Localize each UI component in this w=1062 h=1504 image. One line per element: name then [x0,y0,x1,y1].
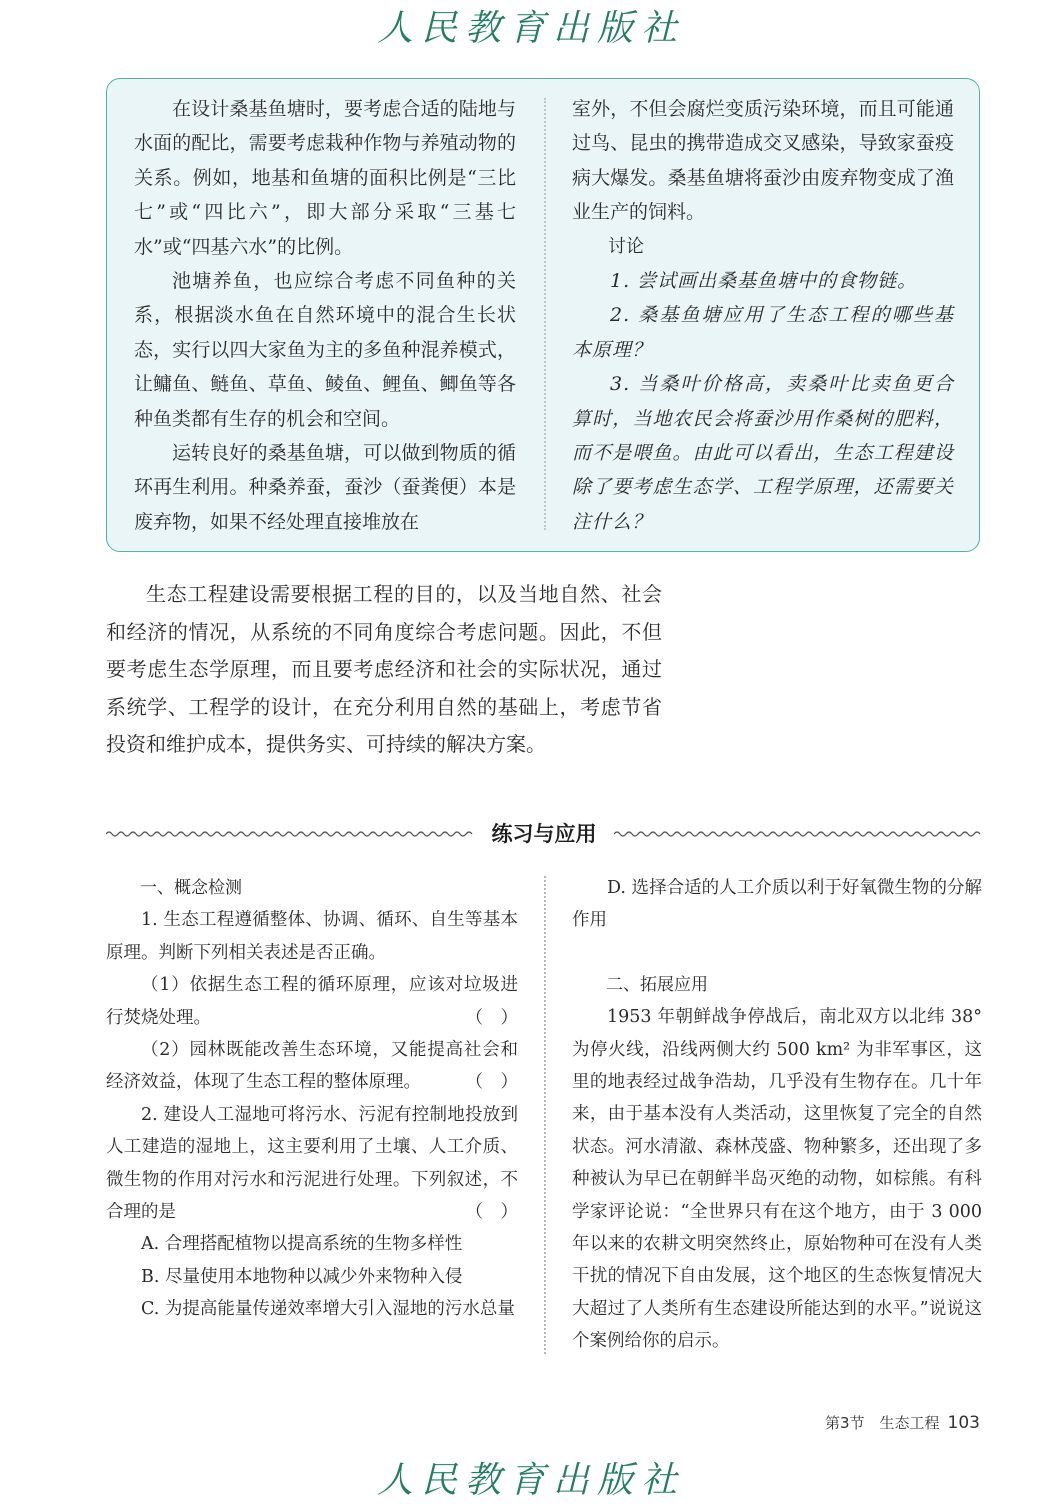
option-d: D. 选择合适的人工介质以利于好氧微生物的分解作用 [572,878,982,931]
page-footer [825,1412,980,1433]
case-left-column [134,92,516,539]
question-1-item-1: （1）依据生态工程的循环原理，应该对垃圾进行焚烧处理。 （ ） [106,969,518,1034]
answer-bracket: （ ） [465,1007,518,1028]
publisher-logo-top: 人民教育出版社 [376,8,685,49]
exercise-right-column [572,872,982,1358]
case-right-column [572,92,954,539]
page-number: 103 [947,1413,980,1433]
wavy-rule-left [106,829,474,839]
discussion-question-1: 1. 尝试画出桑基鱼塘中的食物链。 [610,270,918,293]
exercise-left-column [106,872,518,1326]
case-column-divider [544,98,546,530]
section-label: 第3节 生态工程 [825,1414,940,1432]
case-paragraph-3-continued: 室外，不但会腐烂变质污染环境，而且可能通过鸟、昆虫的携带造成交叉感染，导致家蚕疫病大爆发。桑基鱼塘将蚕沙由废弃物变成了渔业生产的饲料。 [572,98,954,224]
answer-bracket: （ ） [465,1202,518,1223]
main-paragraph: 生态工程建设需要根据工程的目的，以及当地自然、社会和经济的情况，从系统的不同角度综合考虑问题。因此，不但要考虑生态学原理，而且要考虑经济和社会的实际状况，通过系统学、工程学的设计，在充分利用自然的基础上，考虑节省投资和维护成本，提供务实、可持续的解决方案。 [106,582,662,757]
answer-bracket: （ ） [465,1072,518,1093]
extension-heading: 二、拓展应用 [606,974,708,995]
case-paragraph-1: 在设计桑基鱼塘时，要考虑合适的陆地与水面的配比，需要考虑栽种作物与养殖动物的关系。例如，地基和鱼塘的面积比例是“三比七”或“四比六”，即大部分采取“三基七水”或“四基六水”的比例。 [134,98,516,258]
spacer [572,937,982,969]
exercise-column-divider [544,876,546,1354]
wavy-rule-right [614,829,982,839]
option-a: A. 合理搭配植物以提高系统的生物多样性 [141,1234,463,1255]
question-1-item-2: （2）园林既能改善生态环境，又能提高社会和经济效益，体现了生态工程的整体原理。 （ ） [106,1034,518,1099]
case-paragraph-2: 池塘养鱼，也应综合考虑不同鱼种的关系，根据淡水鱼在自然环境中的混合生长状态，实行以四大家鱼为主的多鱼种混养模式，让鳙鱼、鲢鱼、草鱼、鲮鱼、鲤鱼、鲫鱼等各种鱼类都有生存的机会和空间。 [134,270,516,430]
discussion-question-2: 2. 桑基鱼塘应用了生态工程的哪些基本原理？ [572,304,954,361]
discussion-title: 讨论 [608,235,644,257]
main-body-text [106,576,662,764]
publisher-logo-bottom: 人民教育出版社 [376,1460,685,1501]
option-b: B. 尽量使用本地物种以减少外来物种入侵 [141,1266,463,1287]
question-1-stem: 1. 生态工程遵循整体、协调、循环、自生等基本原理。判断下列相关表述是否正确。 [106,910,518,963]
discussion-question-3: 3. 当桑叶价格高，卖桑叶比卖鱼更合算时，当地农民会将蚕沙用作桑树的肥料，而不是喂鱼。由此可以看出，生态工程建设除了要考虑生态学、工程学原理，还需要关注什么？ [572,373,954,533]
case-paragraph-3: 运转良好的桑基鱼塘，可以做到物质的循环再生利用。种桑养蚕，蚕沙（蚕粪便）本是废弃物，如果不经处理直接堆放在 [134,442,516,533]
extension-text: 1953 年朝鲜战争停战后，南北双方以北纬 38° 为停火线，沿线两侧大约 500 km² 为非军事区，这里的地表经过战争浩劫，几乎没有生物存在。几十年来，由于基本没有人类活动，这里恢复了完全的自然状态。河水清澈、森林茂盛、物种繁多，还出现了多种被认为早已在朝鲜半岛灭绝的动物，如棕熊。有科学家评论说：“全世界只有在这个地方，由于 3 000 年以来的农耕文明突然终止，原始物种可在没有人类干扰的情况下自由发展，这个地区的生态恢复情况大大超过了人类所有生态建设所能达到的水平。”说说这个案例给你的启示。 [572,1007,982,1352]
exercise-section-title: 练习与应用 [491,822,597,846]
question-2-stem: 2. 建设人工湿地可将污水、污泥有控制地投放到人工建造的湿地上，这主要利用了土壤、人工介质、微生物的作用对污水和污泥进行处理。下列叙述，不合理的是 （ ） [106,1099,518,1229]
option-c: C. 为提高能量传递效率增大引入湿地的污水总量 [141,1299,515,1320]
exercise-section-header [106,815,982,855]
concept-check-heading: 一、概念检测 [140,878,242,898]
